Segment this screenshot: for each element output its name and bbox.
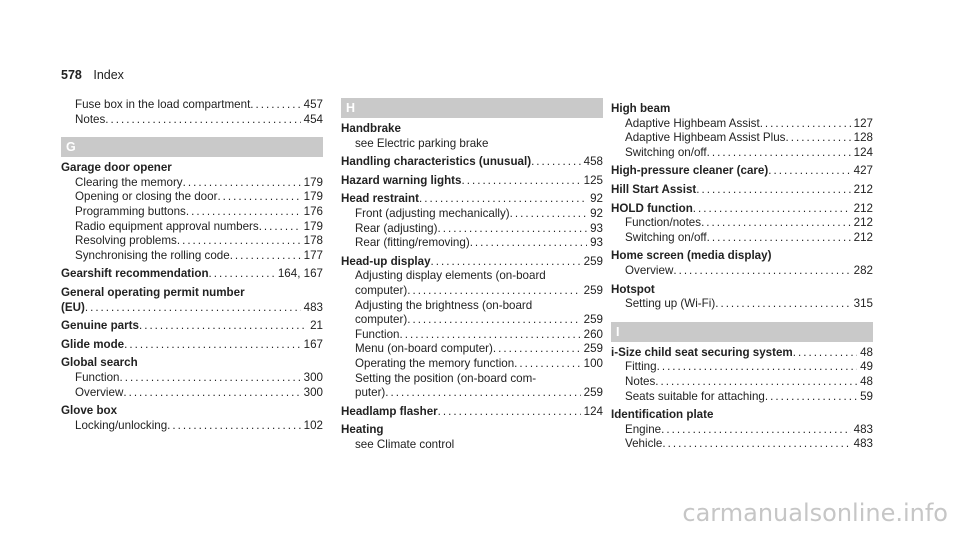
index-term: Glide mode . . . 167 — [61, 338, 323, 353]
index-entry: Operating the memory function . . . 100 — [341, 357, 603, 372]
page-header — [61, 68, 124, 82]
index-term: Head restraint . . . 92 — [341, 192, 603, 207]
index-entry: computer) . . . 259 — [341, 284, 603, 299]
index-entry: Setting the position (on-board com- — [355, 371, 537, 385]
index-term: Hazard warning lights . . . 125 — [341, 174, 603, 189]
index-term: Headlamp flasher . . . 124 — [341, 405, 603, 420]
index-entry: Front (adjusting mechanically) . . . 92 — [341, 207, 603, 222]
index-entry: Adaptive Highbeam Assist Plus . . . 128 — [611, 131, 873, 146]
index-entry: puter) . . . 259 — [341, 386, 603, 401]
index-entry: Switching on/off . . . 212 — [611, 231, 873, 246]
index-entry: Locking/unlocking . . . 102 — [61, 419, 323, 434]
index-entry: Function . . . 260 — [341, 328, 603, 343]
index-term: Identification plate — [611, 408, 714, 422]
index-entry: Fuse box in the load compartment . . . 457 — [61, 98, 323, 113]
index-entry: Notes . . . 48 — [611, 375, 873, 390]
index-entry: Switching on/off . . . 124 — [611, 146, 873, 161]
index-entry: Adjusting the brightness (on-board — [355, 298, 533, 312]
index-entry: computer) . . . 259 — [341, 313, 603, 328]
index-term: Gearshift recommendation . . . 164, 167 — [61, 267, 323, 282]
index-entry: Vehicle . . . 483 — [611, 437, 873, 452]
index-entry: Engine . . . 483 — [611, 423, 873, 438]
index-column-3 — [611, 102, 873, 452]
index-column-2 — [341, 98, 603, 452]
index-term: Home screen (media display) — [611, 249, 772, 263]
index-term: Hotspot — [611, 282, 655, 296]
page-number: 578 — [61, 68, 82, 82]
index-entry: Notes . . . 454 — [61, 113, 323, 128]
index-term: Handling characteristics (unusual) . . . 458 — [341, 155, 603, 170]
index-entry: Programming buttons . . . 176 — [61, 205, 323, 220]
index-term: High beam — [611, 102, 671, 115]
index-entry: Synchronising the rolling code . . . 177 — [61, 249, 323, 264]
page-section: Index — [93, 68, 124, 82]
index-entry: Overview . . . 300 — [61, 386, 323, 401]
index-term: HOLD function . . . 212 — [611, 202, 873, 217]
index-term: i-Size child seat securing system . . . 48 — [611, 346, 873, 361]
index-entry: Radio equipment approval numbers . . . 179 — [61, 220, 323, 235]
index-term: Head-up display . . . 259 — [341, 255, 603, 270]
index-entry: Opening or closing the door . . . 179 — [61, 190, 323, 205]
index-entry: Menu (on-board computer) . . . 259 — [341, 342, 603, 357]
index-term: General operating permit number — [61, 285, 245, 299]
section-header-i: I — [611, 322, 873, 342]
watermark: carmanualsonline.info — [682, 499, 948, 527]
index-entry: Overview . . . 282 — [611, 264, 873, 279]
index-entry: Setting up (Wi-Fi) . . . 315 — [611, 297, 873, 312]
index-entry: Function/notes . . . 212 — [611, 216, 873, 231]
index-entry: Rear (adjusting) . . . 93 — [341, 222, 603, 237]
index-entry: Clearing the memory . . . 179 — [61, 176, 323, 191]
section-header-g: G — [61, 137, 323, 157]
index-see: see Electric parking brake — [355, 136, 489, 150]
index-term: High-pressure cleaner (care) . . . 427 — [611, 164, 873, 179]
index-term: (EU) . . . 483 — [61, 301, 323, 316]
index-term: Heating — [341, 423, 384, 437]
index-entry: Rear (fitting/removing) . . . 93 — [341, 236, 603, 251]
section-header-h: H — [341, 98, 603, 118]
index-see: see Climate control — [355, 437, 455, 451]
index-entry: Resolving problems . . . 178 — [61, 234, 323, 249]
index-entry: Function . . . 300 — [61, 371, 323, 386]
index-entry: Seats suitable for attaching . . . 59 — [611, 390, 873, 405]
index-entry: Adaptive Highbeam Assist . . . 127 — [611, 117, 873, 132]
index-term: Handbrake — [341, 122, 401, 135]
index-term: Global search — [61, 356, 138, 370]
index-entry: Adjusting display elements (on-board — [355, 269, 546, 283]
index-entry: Fitting . . . 49 — [611, 360, 873, 375]
index-term: Genuine parts . . . 21 — [61, 319, 323, 334]
index-term: Garage door opener — [61, 161, 172, 175]
index-column-1 — [61, 98, 323, 433]
index-term: Glove box — [61, 404, 118, 418]
index-term: Hill Start Assist . . . 212 — [611, 183, 873, 198]
